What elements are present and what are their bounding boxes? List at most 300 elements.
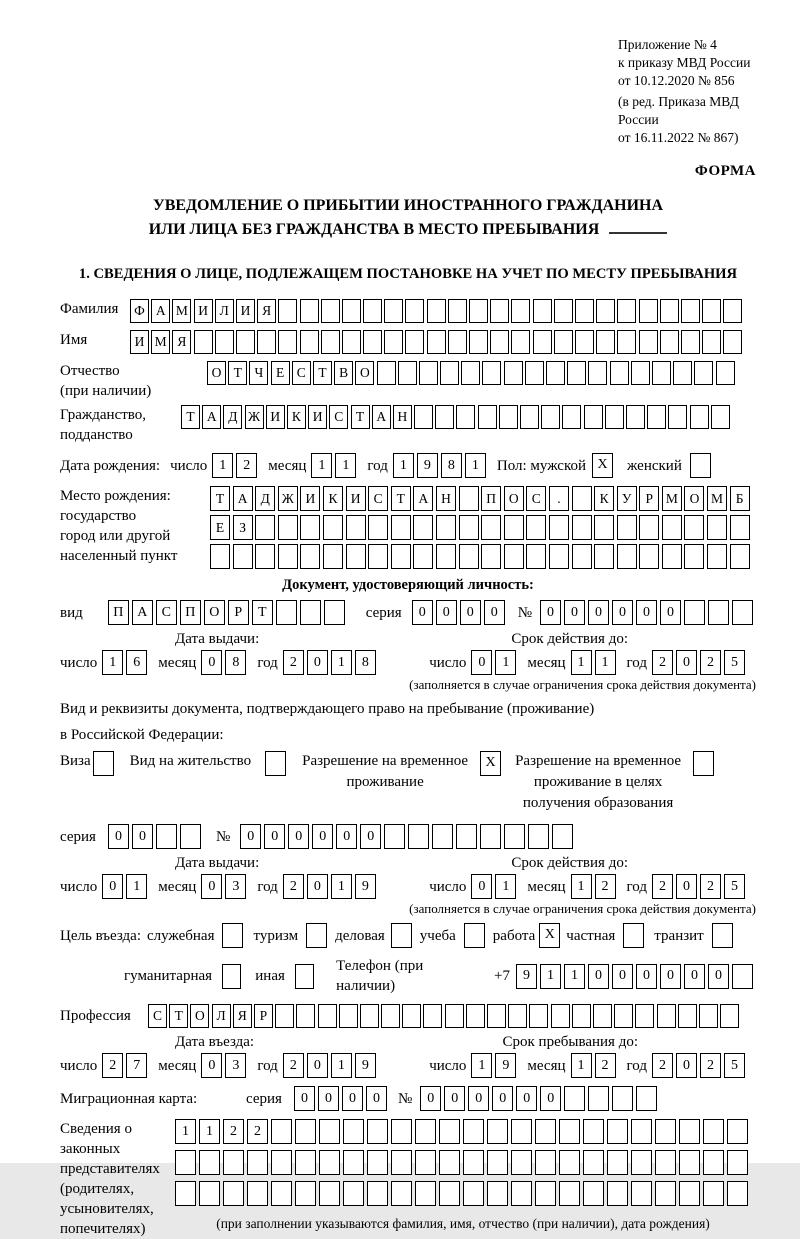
char-cell[interactable]: 2: [595, 874, 616, 899]
char-cell[interactable]: [368, 544, 388, 569]
char-cell[interactable]: [511, 299, 530, 323]
char-cell[interactable]: [459, 515, 479, 540]
char-cell[interactable]: [414, 405, 433, 429]
char-cell[interactable]: [439, 1119, 460, 1144]
char-cell[interactable]: [583, 1119, 604, 1144]
char-cell[interactable]: [572, 515, 592, 540]
char-cell[interactable]: [583, 1181, 604, 1206]
char-cell[interactable]: [549, 515, 569, 540]
char-cell[interactable]: 8: [441, 453, 462, 478]
char-cell[interactable]: 0: [294, 1086, 315, 1111]
char-cell[interactable]: 0: [420, 1086, 441, 1111]
char-cell[interactable]: 0: [360, 824, 381, 849]
char-cell[interactable]: [481, 544, 501, 569]
char-cell[interactable]: 0: [307, 1053, 328, 1078]
char-cell[interactable]: [367, 1119, 388, 1144]
temp-permit-checkbox[interactable]: X: [480, 751, 501, 776]
char-cell[interactable]: [716, 361, 735, 385]
char-cell[interactable]: [723, 330, 742, 354]
char-cell[interactable]: [647, 405, 666, 429]
char-cell[interactable]: [247, 1150, 268, 1175]
char-cell[interactable]: [459, 544, 479, 569]
char-cell[interactable]: З: [233, 515, 253, 540]
char-cell[interactable]: [175, 1181, 196, 1206]
char-cell[interactable]: [681, 299, 700, 323]
char-cell[interactable]: 0: [307, 650, 328, 675]
char-cell[interactable]: [711, 405, 730, 429]
char-cell[interactable]: [343, 1181, 364, 1206]
char-cell[interactable]: [727, 1181, 748, 1206]
char-cell[interactable]: 9: [417, 453, 438, 478]
char-cell[interactable]: [319, 1181, 340, 1206]
char-cell[interactable]: [469, 299, 488, 323]
char-cell[interactable]: [461, 361, 480, 385]
char-cell[interactable]: [617, 330, 636, 354]
char-cell[interactable]: [405, 299, 424, 323]
char-cell[interactable]: [384, 330, 403, 354]
char-cell[interactable]: 2: [236, 453, 257, 478]
char-cell[interactable]: 0: [660, 600, 681, 625]
char-cell[interactable]: [300, 600, 321, 625]
char-cell[interactable]: [487, 1119, 508, 1144]
char-cell[interactable]: [321, 299, 340, 323]
char-cell[interactable]: Н: [436, 486, 456, 511]
char-cell[interactable]: С: [292, 361, 311, 385]
char-cell[interactable]: С: [148, 1004, 167, 1028]
char-cell[interactable]: [343, 1119, 364, 1144]
char-cell[interactable]: [448, 330, 467, 354]
char-cell[interactable]: [384, 824, 405, 849]
char-cell[interactable]: [684, 544, 704, 569]
char-cell[interactable]: [504, 544, 524, 569]
char-cell[interactable]: [605, 405, 624, 429]
char-cell[interactable]: 1: [571, 1053, 592, 1078]
char-cell[interactable]: [278, 544, 298, 569]
char-cell[interactable]: [668, 405, 687, 429]
char-cell[interactable]: [588, 361, 607, 385]
char-cell[interactable]: [427, 330, 446, 354]
char-cell[interactable]: У: [617, 486, 637, 511]
char-cell[interactable]: [533, 330, 552, 354]
char-cell[interactable]: [413, 515, 433, 540]
char-cell[interactable]: [408, 824, 429, 849]
char-cell[interactable]: 0: [588, 964, 609, 989]
char-cell[interactable]: [257, 330, 276, 354]
char-cell[interactable]: [533, 299, 552, 323]
char-cell[interactable]: [405, 330, 424, 354]
char-cell[interactable]: 6: [126, 650, 147, 675]
char-cell[interactable]: [655, 1181, 676, 1206]
char-cell[interactable]: [466, 1004, 485, 1028]
char-cell[interactable]: [319, 1119, 340, 1144]
char-cell[interactable]: [639, 544, 659, 569]
char-cell[interactable]: 0: [540, 1086, 561, 1111]
char-cell[interactable]: [511, 330, 530, 354]
char-cell[interactable]: Т: [351, 405, 370, 429]
char-cell[interactable]: 2: [652, 1053, 673, 1078]
edu-permit-checkbox[interactable]: [693, 751, 714, 776]
char-cell[interactable]: Н: [393, 405, 412, 429]
char-cell[interactable]: И: [266, 405, 285, 429]
char-cell[interactable]: 1: [471, 1053, 492, 1078]
char-cell[interactable]: [384, 299, 403, 323]
char-cell[interactable]: [596, 330, 615, 354]
char-cell[interactable]: 2: [283, 874, 304, 899]
char-cell[interactable]: [487, 1181, 508, 1206]
char-cell[interactable]: [727, 1119, 748, 1144]
char-cell[interactable]: 1: [335, 453, 356, 478]
char-cell[interactable]: [703, 1181, 724, 1206]
char-cell[interactable]: [572, 486, 592, 511]
char-cell[interactable]: [278, 330, 297, 354]
char-cell[interactable]: [508, 1004, 527, 1028]
char-cell[interactable]: [636, 1086, 657, 1111]
char-cell[interactable]: [439, 1150, 460, 1175]
purpose-official-checkbox[interactable]: [222, 923, 243, 948]
char-cell[interactable]: [690, 405, 709, 429]
char-cell[interactable]: 9: [516, 964, 537, 989]
char-cell[interactable]: А: [233, 486, 253, 511]
char-cell[interactable]: К: [594, 486, 614, 511]
char-cell[interactable]: Д: [255, 486, 275, 511]
char-cell[interactable]: 1: [564, 964, 585, 989]
char-cell[interactable]: 0: [636, 964, 657, 989]
purpose-tourism-checkbox[interactable]: [306, 923, 327, 948]
char-cell[interactable]: 0: [676, 1053, 697, 1078]
char-cell[interactable]: 1: [199, 1119, 220, 1144]
purpose-transit-checkbox[interactable]: [712, 923, 733, 948]
char-cell[interactable]: [391, 544, 411, 569]
char-cell[interactable]: С: [526, 486, 546, 511]
char-cell[interactable]: [156, 824, 177, 849]
char-cell[interactable]: 2: [223, 1119, 244, 1144]
char-cell[interactable]: [295, 1181, 316, 1206]
char-cell[interactable]: П: [481, 486, 501, 511]
char-cell[interactable]: М: [707, 486, 727, 511]
char-cell[interactable]: [381, 1004, 400, 1028]
char-cell[interactable]: 1: [102, 650, 123, 675]
char-cell[interactable]: [276, 600, 297, 625]
char-cell[interactable]: Т: [210, 486, 230, 511]
char-cell[interactable]: 0: [366, 1086, 387, 1111]
char-cell[interactable]: [631, 1119, 652, 1144]
char-cell[interactable]: 9: [355, 874, 376, 899]
char-cell[interactable]: [702, 330, 721, 354]
char-cell[interactable]: 0: [564, 600, 585, 625]
char-cell[interactable]: [559, 1181, 580, 1206]
char-cell[interactable]: [247, 1181, 268, 1206]
char-cell[interactable]: [295, 1150, 316, 1175]
char-cell[interactable]: [363, 330, 382, 354]
char-cell[interactable]: [271, 1119, 292, 1144]
char-cell[interactable]: 0: [240, 824, 261, 849]
char-cell[interactable]: [342, 330, 361, 354]
char-cell[interactable]: А: [202, 405, 221, 429]
char-cell[interactable]: 0: [336, 824, 357, 849]
char-cell[interactable]: [511, 1119, 532, 1144]
char-cell[interactable]: 0: [471, 650, 492, 675]
char-cell[interactable]: [480, 824, 501, 849]
char-cell[interactable]: [440, 361, 459, 385]
char-cell[interactable]: [487, 1150, 508, 1175]
char-cell[interactable]: 8: [225, 650, 246, 675]
char-cell[interactable]: [535, 1150, 556, 1175]
char-cell[interactable]: [732, 600, 753, 625]
char-cell[interactable]: [413, 544, 433, 569]
char-cell[interactable]: [415, 1150, 436, 1175]
char-cell[interactable]: [504, 515, 524, 540]
char-cell[interactable]: [562, 405, 581, 429]
char-cell[interactable]: Л: [212, 1004, 231, 1028]
char-cell[interactable]: 1: [465, 453, 486, 478]
char-cell[interactable]: [525, 361, 544, 385]
char-cell[interactable]: [679, 1150, 700, 1175]
char-cell[interactable]: [635, 1004, 654, 1028]
char-cell[interactable]: [655, 1150, 676, 1175]
purpose-study-checkbox[interactable]: [464, 923, 485, 948]
char-cell[interactable]: [391, 515, 411, 540]
char-cell[interactable]: [391, 1150, 412, 1175]
char-cell[interactable]: [233, 544, 253, 569]
char-cell[interactable]: 2: [283, 650, 304, 675]
char-cell[interactable]: [499, 405, 518, 429]
char-cell[interactable]: Ф: [130, 299, 149, 323]
char-cell[interactable]: А: [132, 600, 153, 625]
char-cell[interactable]: [660, 299, 679, 323]
char-cell[interactable]: 1: [331, 650, 352, 675]
char-cell[interactable]: 5: [724, 874, 745, 899]
residence-permit-checkbox[interactable]: [265, 751, 286, 776]
char-cell[interactable]: [236, 330, 255, 354]
char-cell[interactable]: [583, 1150, 604, 1175]
char-cell[interactable]: 0: [460, 600, 481, 625]
char-cell[interactable]: [215, 330, 234, 354]
char-cell[interactable]: К: [323, 486, 343, 511]
char-cell[interactable]: [559, 1150, 580, 1175]
char-cell[interactable]: [607, 1119, 628, 1144]
char-cell[interactable]: [339, 1004, 358, 1028]
char-cell[interactable]: [415, 1119, 436, 1144]
char-cell[interactable]: [255, 544, 275, 569]
sex-male-checkbox[interactable]: X: [592, 453, 613, 478]
char-cell[interactable]: 0: [636, 600, 657, 625]
char-cell[interactable]: [559, 1119, 580, 1144]
char-cell[interactable]: [631, 361, 650, 385]
char-cell[interactable]: [702, 299, 721, 323]
char-cell[interactable]: [323, 515, 343, 540]
char-cell[interactable]: 0: [660, 964, 681, 989]
char-cell[interactable]: Т: [313, 361, 332, 385]
char-cell[interactable]: [321, 330, 340, 354]
char-cell[interactable]: [504, 824, 525, 849]
char-cell[interactable]: Я: [172, 330, 191, 354]
char-cell[interactable]: [478, 405, 497, 429]
char-cell[interactable]: [549, 544, 569, 569]
char-cell[interactable]: 1: [212, 453, 233, 478]
char-cell[interactable]: 0: [342, 1086, 363, 1111]
char-cell[interactable]: Ч: [249, 361, 268, 385]
char-cell[interactable]: [631, 1181, 652, 1206]
char-cell[interactable]: [360, 1004, 379, 1028]
char-cell[interactable]: [673, 361, 692, 385]
char-cell[interactable]: [564, 1086, 585, 1111]
char-cell[interactable]: А: [413, 486, 433, 511]
char-cell[interactable]: О: [190, 1004, 209, 1028]
char-cell[interactable]: [660, 330, 679, 354]
char-cell[interactable]: [255, 515, 275, 540]
char-cell[interactable]: [278, 299, 297, 323]
char-cell[interactable]: [567, 361, 586, 385]
char-cell[interactable]: 0: [201, 650, 222, 675]
char-cell[interactable]: 0: [307, 874, 328, 899]
char-cell[interactable]: 1: [126, 874, 147, 899]
char-cell[interactable]: [319, 1150, 340, 1175]
char-cell[interactable]: 1: [331, 1053, 352, 1078]
char-cell[interactable]: 0: [684, 964, 705, 989]
char-cell[interactable]: [463, 1150, 484, 1175]
char-cell[interactable]: [469, 330, 488, 354]
char-cell[interactable]: [681, 330, 700, 354]
char-cell[interactable]: [427, 299, 446, 323]
char-cell[interactable]: [699, 1004, 718, 1028]
char-cell[interactable]: [324, 600, 345, 625]
char-cell[interactable]: Т: [169, 1004, 188, 1028]
char-cell[interactable]: [391, 1119, 412, 1144]
char-cell[interactable]: [529, 1004, 548, 1028]
char-cell[interactable]: И: [346, 486, 366, 511]
char-cell[interactable]: 2: [652, 650, 673, 675]
char-cell[interactable]: [511, 1150, 532, 1175]
char-cell[interactable]: 0: [318, 1086, 339, 1111]
char-cell[interactable]: 1: [393, 453, 414, 478]
char-cell[interactable]: [594, 515, 614, 540]
char-cell[interactable]: [546, 361, 565, 385]
char-cell[interactable]: 0: [201, 1053, 222, 1078]
char-cell[interactable]: [541, 405, 560, 429]
char-cell[interactable]: 5: [724, 650, 745, 675]
char-cell[interactable]: [367, 1150, 388, 1175]
char-cell[interactable]: [679, 1119, 700, 1144]
char-cell[interactable]: 1: [571, 650, 592, 675]
char-cell[interactable]: 2: [102, 1053, 123, 1078]
char-cell[interactable]: [655, 1119, 676, 1144]
char-cell[interactable]: [398, 361, 417, 385]
char-cell[interactable]: [368, 515, 388, 540]
char-cell[interactable]: [456, 824, 477, 849]
char-cell[interactable]: [504, 361, 523, 385]
char-cell[interactable]: [199, 1150, 220, 1175]
char-cell[interactable]: [554, 299, 573, 323]
char-cell[interactable]: 2: [652, 874, 673, 899]
char-cell[interactable]: [487, 1004, 506, 1028]
char-cell[interactable]: [180, 824, 201, 849]
char-cell[interactable]: [296, 1004, 315, 1028]
char-cell[interactable]: [594, 544, 614, 569]
char-cell[interactable]: [459, 486, 479, 511]
char-cell[interactable]: С: [329, 405, 348, 429]
char-cell[interactable]: [318, 1004, 337, 1028]
char-cell[interactable]: [588, 1086, 609, 1111]
char-cell[interactable]: 0: [444, 1086, 465, 1111]
char-cell[interactable]: [511, 1181, 532, 1206]
char-cell[interactable]: А: [151, 299, 170, 323]
char-cell[interactable]: [572, 544, 592, 569]
char-cell[interactable]: [300, 544, 320, 569]
char-cell[interactable]: [435, 405, 454, 429]
char-cell[interactable]: 0: [492, 1086, 513, 1111]
char-cell[interactable]: [377, 361, 396, 385]
char-cell[interactable]: [730, 515, 750, 540]
char-cell[interactable]: [607, 1150, 628, 1175]
char-cell[interactable]: И: [194, 299, 213, 323]
char-cell[interactable]: [708, 600, 729, 625]
char-cell[interactable]: 0: [676, 650, 697, 675]
char-cell[interactable]: [346, 544, 366, 569]
char-cell[interactable]: [300, 515, 320, 540]
char-cell[interactable]: [456, 405, 475, 429]
char-cell[interactable]: 2: [595, 1053, 616, 1078]
char-cell[interactable]: [626, 405, 645, 429]
char-cell[interactable]: Е: [271, 361, 290, 385]
char-cell[interactable]: 0: [612, 600, 633, 625]
char-cell[interactable]: М: [172, 299, 191, 323]
char-cell[interactable]: 0: [471, 874, 492, 899]
char-cell[interactable]: В: [334, 361, 353, 385]
char-cell[interactable]: Р: [639, 486, 659, 511]
char-cell[interactable]: Т: [228, 361, 247, 385]
char-cell[interactable]: [639, 515, 659, 540]
char-cell[interactable]: 0: [288, 824, 309, 849]
char-cell[interactable]: [278, 515, 298, 540]
char-cell[interactable]: [342, 299, 361, 323]
char-cell[interactable]: [199, 1181, 220, 1206]
char-cell[interactable]: [223, 1181, 244, 1206]
char-cell[interactable]: [662, 544, 682, 569]
char-cell[interactable]: И: [236, 299, 255, 323]
char-cell[interactable]: П: [180, 600, 201, 625]
char-cell[interactable]: 0: [436, 600, 457, 625]
char-cell[interactable]: [367, 1181, 388, 1206]
char-cell[interactable]: 3: [225, 874, 246, 899]
char-cell[interactable]: [490, 299, 509, 323]
char-cell[interactable]: [535, 1119, 556, 1144]
char-cell[interactable]: 9: [355, 1053, 376, 1078]
char-cell[interactable]: [727, 1150, 748, 1175]
char-cell[interactable]: И: [300, 486, 320, 511]
char-cell[interactable]: [694, 361, 713, 385]
char-cell[interactable]: Ж: [245, 405, 264, 429]
char-cell[interactable]: 0: [484, 600, 505, 625]
char-cell[interactable]: О: [207, 361, 226, 385]
char-cell[interactable]: [210, 544, 230, 569]
char-cell[interactable]: [463, 1181, 484, 1206]
char-cell[interactable]: [448, 299, 467, 323]
char-cell[interactable]: Ж: [278, 486, 298, 511]
char-cell[interactable]: 1: [311, 453, 332, 478]
char-cell[interactable]: [593, 1004, 612, 1028]
char-cell[interactable]: Т: [252, 600, 273, 625]
char-cell[interactable]: [707, 544, 727, 569]
char-cell[interactable]: 2: [283, 1053, 304, 1078]
char-cell[interactable]: [720, 1004, 739, 1028]
char-cell[interactable]: [607, 1181, 628, 1206]
char-cell[interactable]: 1: [175, 1119, 196, 1144]
char-cell[interactable]: М: [662, 486, 682, 511]
char-cell[interactable]: [612, 1086, 633, 1111]
char-cell[interactable]: [617, 515, 637, 540]
char-cell[interactable]: [703, 1150, 724, 1175]
char-cell[interactable]: 3: [225, 1053, 246, 1078]
